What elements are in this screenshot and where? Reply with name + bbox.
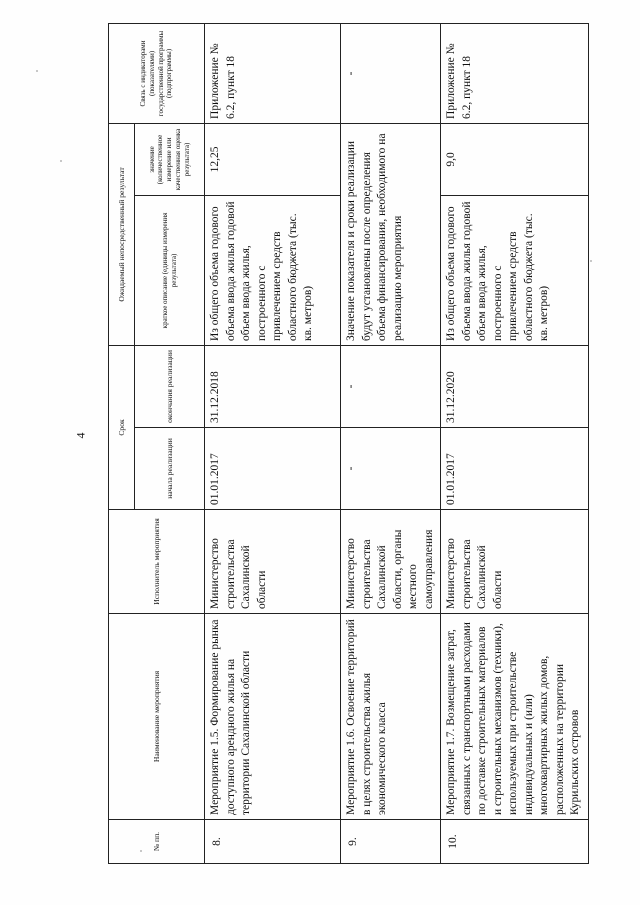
row-name: Мероприятие 1.5. Формирование рынка доступного арендного жилья на территории Сахалинской области bbox=[205, 614, 341, 820]
row-desc: Из общего объема годового объема ввода жилья годовой объем ввода жилья, построенного с привлечением средств областного бюджета (тыс. кв. метров) bbox=[441, 195, 589, 345]
row-desc: Значение показателя и сроки реализации будут установлены после определения объема финансирования, необходимого на реализацию мероприятия bbox=[341, 123, 441, 345]
row-end: 31.12.2018 bbox=[205, 345, 341, 427]
header-executor: Исполнитель мероприятия bbox=[109, 510, 205, 614]
header-result: Ожидаемый непосредственный результат bbox=[109, 123, 135, 345]
row-num: 8. bbox=[205, 820, 341, 864]
row-num: 10. bbox=[441, 820, 589, 864]
row-name: Мероприятие 1.7. Возмещение затрат, связанных с транспортными расходами по доставке строительных материалов и строительных механизмов (техники), используемых при строительстве индивидуальных и (или) многоквартирных жилых домов, расположенных на территории Курильских островов bbox=[441, 614, 589, 820]
scan-speck bbox=[60, 160, 62, 162]
scan-speck bbox=[590, 260, 592, 262]
row-start: - bbox=[341, 428, 441, 510]
header-term-end: окончания реализации bbox=[135, 345, 205, 427]
row-executor: Министерство строительства Сахалинской области, органы местного самоуправления bbox=[341, 510, 441, 614]
row-value: 9,0 bbox=[441, 123, 589, 195]
header-name: Наименование мероприятия bbox=[109, 614, 205, 820]
table-row bbox=[441, 23, 589, 863]
header-term-start: начала реализации bbox=[135, 428, 205, 510]
header-num: № пп. bbox=[109, 820, 205, 864]
table-row bbox=[205, 23, 341, 863]
row-executor: Министерство строительства Сахалинской области bbox=[205, 510, 341, 614]
row-link: Приложение № 6.2, пункт 18 bbox=[441, 23, 589, 123]
row-value: 12,25 bbox=[205, 123, 341, 195]
header-link: Связь с индикаторами (показателями) государственной программы (подпрограммы) bbox=[109, 23, 205, 123]
row-link: Приложение № 6.2, пункт 18 bbox=[205, 23, 341, 123]
row-link: - bbox=[341, 23, 441, 123]
row-end: 31.12.2020 bbox=[441, 345, 589, 427]
row-desc: Из общего объема годового объема ввода жилья годовой объем ввода жилья, построенного с привлечением средств областного бюджета (тыс. кв. метров) bbox=[205, 195, 341, 345]
header-result-desc: краткое описание (единицы измерения результата) bbox=[135, 195, 205, 345]
row-start: 01.01.2017 bbox=[205, 428, 341, 510]
row-start: 01.01.2017 bbox=[441, 428, 589, 510]
rotated-table-container bbox=[108, 24, 588, 864]
table-row bbox=[341, 23, 441, 863]
row-end: - bbox=[341, 345, 441, 427]
header-term: Срок bbox=[109, 345, 135, 509]
row-executor: Министерство строительства Сахалинской области bbox=[441, 510, 589, 614]
activities-table bbox=[108, 23, 589, 864]
scan-speck bbox=[36, 70, 38, 72]
header-result-value: значение (количественное измерение или качественная оценка результата) bbox=[135, 123, 205, 195]
row-num: 9. bbox=[341, 820, 441, 864]
page-number: 4 bbox=[73, 432, 88, 439]
row-name: Мероприятие 1.6. Освоение территорий в целях строительства жилья экономического класса bbox=[341, 614, 441, 820]
